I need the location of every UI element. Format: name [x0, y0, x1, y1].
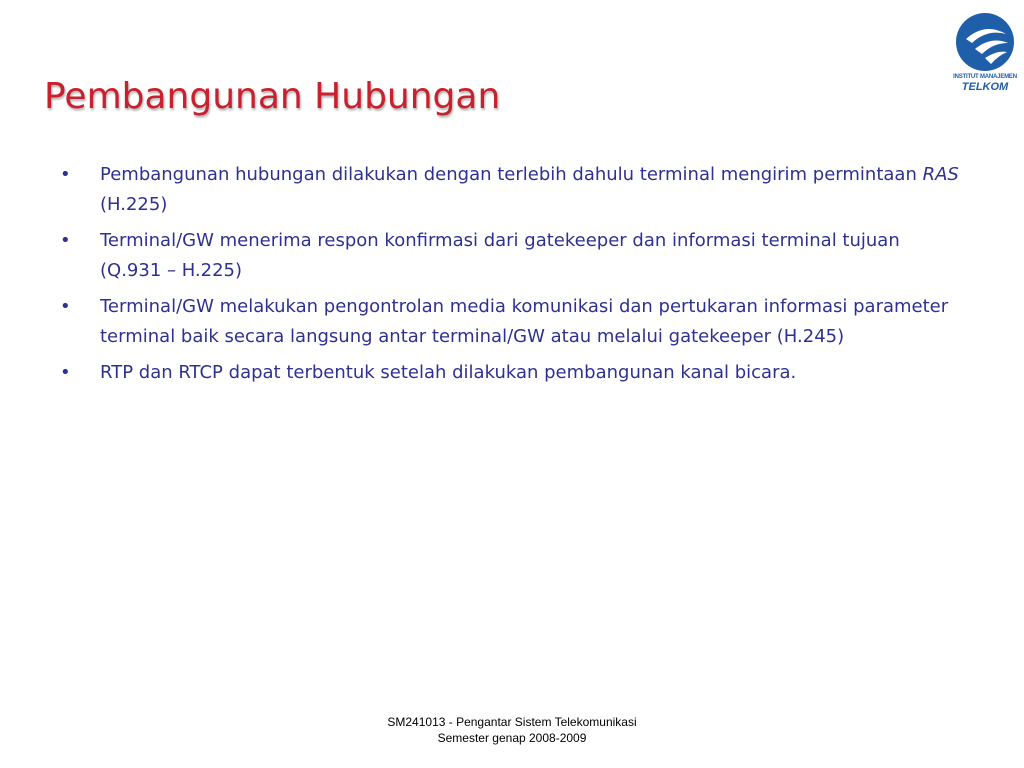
slide-title: Pembangunan Hubungan	[44, 76, 501, 117]
bullet-emphasis: RAS	[922, 164, 959, 185]
bullet-marker: •	[60, 296, 71, 317]
slide-footer	[312, 714, 712, 746]
footer-course-line: SM241013 - Pengantar Sistem Telekomunikasi	[387, 715, 637, 729]
bullet-marker: •	[60, 164, 71, 185]
telkom-logo	[950, 12, 1020, 96]
logo-institute-text: INSTITUT MANAJEMEN	[953, 74, 1017, 80]
logo-brand-text: TELKOM	[961, 81, 1009, 93]
bullet-text: Pembangunan hubungan dilakukan dengan terlebih dahulu terminal mengirim permintaan	[100, 164, 923, 185]
bullet-item	[60, 160, 965, 220]
telkom-logo-icon	[955, 12, 1015, 72]
bullet-marker: •	[60, 230, 71, 251]
bullet-text: Terminal/GW melakukan pengontrolan media komunikasi dan pertukaran informasi parameter terminal baik secara langsung antar terminal/GW atau melalui gatekeeper (H.245)	[100, 296, 949, 347]
footer-semester-line: Semester genap 2008-2009	[437, 731, 587, 745]
bullet-text: RTP dan RTCP dapat terbentuk setelah dilakukan pembangunan kanal bicara.	[100, 362, 797, 383]
bullet-list	[60, 160, 965, 394]
bullet-text: Terminal/GW menerima respon konfirmasi dari gatekeeper dan informasi terminal tujuan (Q.931 – H.225)	[100, 230, 900, 281]
bullet-item	[60, 292, 965, 352]
bullet-text-end: (H.225)	[100, 194, 168, 215]
bullet-item	[60, 226, 965, 286]
bullet-item	[60, 358, 965, 388]
bullet-marker: •	[60, 362, 71, 383]
